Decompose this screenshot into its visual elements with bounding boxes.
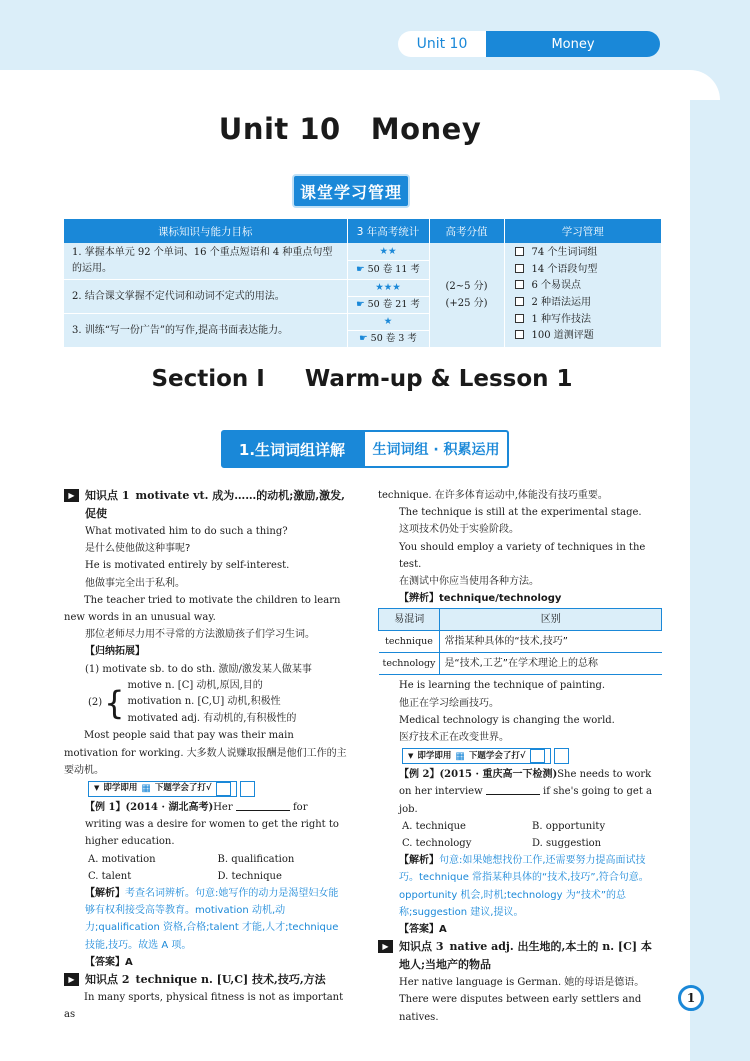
option[interactable]: C. technology <box>402 838 472 850</box>
page-title <box>0 112 700 146</box>
title-unit: Unit 10 <box>218 112 341 146</box>
stat-stars: ★★ <box>347 243 429 261</box>
play-triangle-icon: ▶ <box>64 489 79 502</box>
kp-headword: motivate vt. 成为……的动机;激励,激发,促使 <box>85 489 345 520</box>
example-en: technique. 在许多体育运动中,体能没有技巧重要。 <box>378 490 608 501</box>
stat-count <box>347 331 429 348</box>
management-cell <box>504 243 661 348</box>
checkbox[interactable] <box>515 330 524 339</box>
answer-box[interactable] <box>530 749 545 763</box>
comparison-word: technology <box>379 653 440 675</box>
example-en: What motivated him to do such a thing? <box>85 526 288 537</box>
play-triangle-icon: ▶ <box>378 940 393 953</box>
stat-count-text: 50 卷 3 考 <box>370 333 417 344</box>
question-options <box>378 818 662 852</box>
comparison-header: 易混词 <box>379 609 440 631</box>
management-item <box>515 245 662 262</box>
option[interactable]: D. suggestion <box>532 838 602 850</box>
checkbox[interactable] <box>515 247 524 256</box>
checkbox[interactable] <box>515 264 524 273</box>
answer-blank[interactable] <box>486 785 540 795</box>
word-family-item: motivation n. [C,U] 动机,积极性 <box>127 696 281 708</box>
header-unit-label: Unit 10 <box>398 31 486 57</box>
comparison-row <box>379 631 662 653</box>
kp-headword: native adj. 出生地的,本土的 n. [C] 本地人;当地产的物品 <box>399 940 652 972</box>
example-en: Most people said that pay was their main motivation for working. 大多数人说赚取报酬是他们工作的主要动机。 <box>64 730 347 776</box>
stat-count <box>347 261 429 280</box>
page-number: 1 <box>678 985 704 1011</box>
practice-box <box>402 748 662 764</box>
word-family-list <box>128 678 297 728</box>
option[interactable]: A. technique <box>402 820 466 832</box>
comparison-table <box>378 608 662 675</box>
down-arrow-icon: ▼ <box>408 751 414 760</box>
management-badge: 课堂学习管理 <box>292 174 410 208</box>
question-text: for writing was a desire for women to get the right to higher education. <box>85 801 339 848</box>
practice-right-text: 下题学会了打√ <box>154 783 212 794</box>
word-family-item: motivated adj. 有动机的,有积极性的 <box>127 712 297 724</box>
example-cn: 是什么使他做这种事呢? <box>85 543 191 555</box>
goals-header: 高考分值 <box>429 219 504 243</box>
goals-table <box>64 219 661 348</box>
qr-code-icon: ▦ <box>141 783 151 795</box>
goal-cell: 3. 训练“写一份广告”的写作,提高书面表达能力。 <box>64 314 347 348</box>
goals-header-row <box>64 219 661 243</box>
stat-stars: ★ <box>347 314 429 331</box>
management-item <box>515 312 662 329</box>
header-unit-tab <box>398 31 660 57</box>
summary-number: (2) <box>88 696 103 708</box>
question-label: 【例 1】(2014 · 湖北高考) <box>85 801 214 813</box>
practice-right-text: 下题学会了打√ <box>468 750 526 761</box>
option[interactable]: C. talent <box>88 870 132 882</box>
management-item <box>515 278 662 295</box>
left-column <box>64 487 347 1023</box>
answer-box[interactable] <box>216 782 231 796</box>
section-label: Section Ⅰ <box>151 366 265 392</box>
comparison-desc: 是“技术,工艺”在学术理论上的总称 <box>440 653 662 675</box>
comparison-desc: 常指某种具体的“技术,技巧” <box>440 631 662 653</box>
header-topic-label: Money <box>486 31 660 57</box>
example-cn: 他做事完全出于私利。 <box>85 577 185 589</box>
explanation <box>378 852 662 921</box>
example-en: The technique is still at the experimental stage. <box>399 507 642 519</box>
example-en: He is motivated entirely by self-interest. <box>85 560 290 572</box>
stat-count-text: 50 卷 21 考 <box>367 299 420 310</box>
practice-label <box>402 748 551 764</box>
option[interactable]: D. technique <box>217 870 282 882</box>
lesson-label: Warm-up & Lesson 1 <box>304 366 573 392</box>
check-box[interactable] <box>240 781 255 797</box>
checkbox[interactable] <box>515 297 524 306</box>
explanation-label: 【解析】 <box>85 887 125 899</box>
kp-label: 知识点 1 <box>85 489 130 502</box>
pointer-icon: ☛ <box>359 333 371 344</box>
kp-label: 知识点 2 <box>85 972 130 986</box>
example-en: He is learning the technique of painting. <box>399 680 606 692</box>
example-en: The teacher tried to motivate the children to learn new words in an unusual way. <box>64 594 341 624</box>
example-cn: 他正在学习绘画技巧。 <box>399 697 499 709</box>
option[interactable]: A. motivation <box>88 853 156 865</box>
management-text: 2 种语法运用 <box>531 297 592 308</box>
score-cell <box>429 243 504 348</box>
example-cn: 这项技术仍处于实验阶段。 <box>399 524 519 536</box>
kp-headword: technique n. [U,C] 技术,技巧,方法 <box>135 972 326 986</box>
stat-count-text: 50 卷 11 考 <box>367 264 420 276</box>
management-text: 1 种写作技法 <box>531 313 592 325</box>
question-options <box>64 851 347 885</box>
example-en: Her native language is German. 她的母语是德语。 <box>399 977 645 989</box>
example-cn: 医疗技术正在改变世界。 <box>399 732 509 744</box>
checkbox[interactable] <box>515 314 524 323</box>
question-text: if she's going to get a job. <box>399 786 652 815</box>
goals-header: 学习管理 <box>504 219 661 243</box>
score-line: (2~5 分) <box>445 281 488 292</box>
summary-label: 【归纳拓展】 <box>85 646 145 658</box>
answer: 【答案】A <box>85 956 133 968</box>
answer: 【答案】A <box>399 924 447 936</box>
down-arrow-icon: ▼ <box>94 784 100 793</box>
section-title <box>0 366 724 392</box>
example-cn: 在测试中你应当使用各种方法。 <box>399 576 539 588</box>
goal-cell: 2. 结合课文掌握不定代词和动词不定式的用法。 <box>64 280 347 314</box>
explanation-label: 【解析】 <box>399 855 439 867</box>
play-triangle-icon: ▶ <box>64 973 79 986</box>
word-family-item: motive n. [C] 动机,原因,目的 <box>127 679 263 691</box>
word-family-bracket <box>64 678 347 728</box>
option[interactable]: B. opportunity <box>532 820 606 832</box>
management-text: 74 个生词词组 <box>531 247 598 259</box>
comparison-header: 区别 <box>440 609 662 631</box>
management-item <box>515 328 662 345</box>
question-label: 【例 2】(2015 · 重庆高一下检测) <box>399 769 558 781</box>
example-en: Medical technology is changing the world. <box>399 714 615 726</box>
side-band <box>690 0 750 1061</box>
practice-left-text: 即学即用 <box>417 750 452 761</box>
check-box[interactable] <box>554 748 569 764</box>
question-2 <box>378 766 662 818</box>
vocab-badge-left: 1.生词词组详解 <box>221 430 363 468</box>
goal-cell: 1. 掌握本单元 92 个单词、16 个重点短语和 4 种重点句型的运用。 <box>64 243 347 280</box>
management-text: 6 个易误点 <box>531 280 582 292</box>
qr-code-icon: ▦ <box>455 750 465 762</box>
practice-left-text: 即学即用 <box>103 783 138 794</box>
summary-item: (1) motivate sb. to do sth. 激励/激发某人做某事 <box>85 663 312 675</box>
checkbox[interactable] <box>515 280 524 289</box>
knowledge-point-1 <box>64 487 347 523</box>
vocab-badge <box>221 430 509 468</box>
management-item <box>515 262 662 279</box>
vocab-badge-right: 生词词组 · 积累运用 <box>363 430 509 468</box>
comparison-row <box>379 653 662 675</box>
score-line: (+25 分) <box>445 298 488 309</box>
comparison-header-row <box>379 609 662 631</box>
knowledge-point-3 <box>378 938 662 974</box>
pointer-icon: ☛ <box>356 299 368 310</box>
example-en: In many sports, physical fitness is not as important as <box>64 991 344 1021</box>
knowledge-point-2 <box>64 971 347 989</box>
brace-icon: { <box>104 683 125 722</box>
question-1 <box>64 799 347 851</box>
example-en: You should employ a variety of techniques in the test. <box>399 541 646 570</box>
question-text: Her <box>213 801 233 813</box>
example-cn: 那位老师尽力用不寻常的方法激励孩子们学习生词。 <box>85 629 315 641</box>
right-column <box>378 487 662 1026</box>
answer-blank[interactable] <box>236 801 290 811</box>
stat-count <box>347 297 429 314</box>
explanation-text: 考查名词辨析。句意:她写作的动力是渴望妇女能够有权利接受高等教育。motivation 动机,动力;qualification 资格,合格;talent 才能,人才;technique 技能,技巧。故选 A 项。 <box>85 887 339 951</box>
practice-box <box>88 781 347 797</box>
practice-label <box>88 781 237 797</box>
question-text: She needs to work on her interview <box>399 769 652 798</box>
comparison-word: technique <box>379 631 440 653</box>
analysis-label: 【辨析】technique/technology <box>399 593 562 605</box>
goals-header: 课标知识与能力目标 <box>64 219 347 243</box>
kp-label: 知识点 3 <box>399 940 444 954</box>
example-en: There were disputes between early settlers and natives. <box>399 994 642 1023</box>
explanation <box>64 885 347 954</box>
pointer-icon: ☛ <box>356 264 368 276</box>
title-topic: Money <box>370 112 482 146</box>
stat-stars: ★★★ <box>347 280 429 297</box>
management-text: 14 个语段句型 <box>531 263 598 275</box>
management-text: 100 道测评题 <box>531 330 594 342</box>
management-item <box>515 295 662 312</box>
goals-row <box>64 243 661 261</box>
goals-header: 3 年高考统计 <box>347 219 429 243</box>
band-corner <box>690 70 720 100</box>
explanation-text: 句意:如果她想找份工作,还需要努力提高面试技巧。technique 常指某种具体的“技术,技巧”,符合句意。opportunity 机会,时机;technology 为“技术”的总称;suggestion 建议,提议。 <box>399 855 649 918</box>
option[interactable]: B. qualification <box>217 853 295 865</box>
